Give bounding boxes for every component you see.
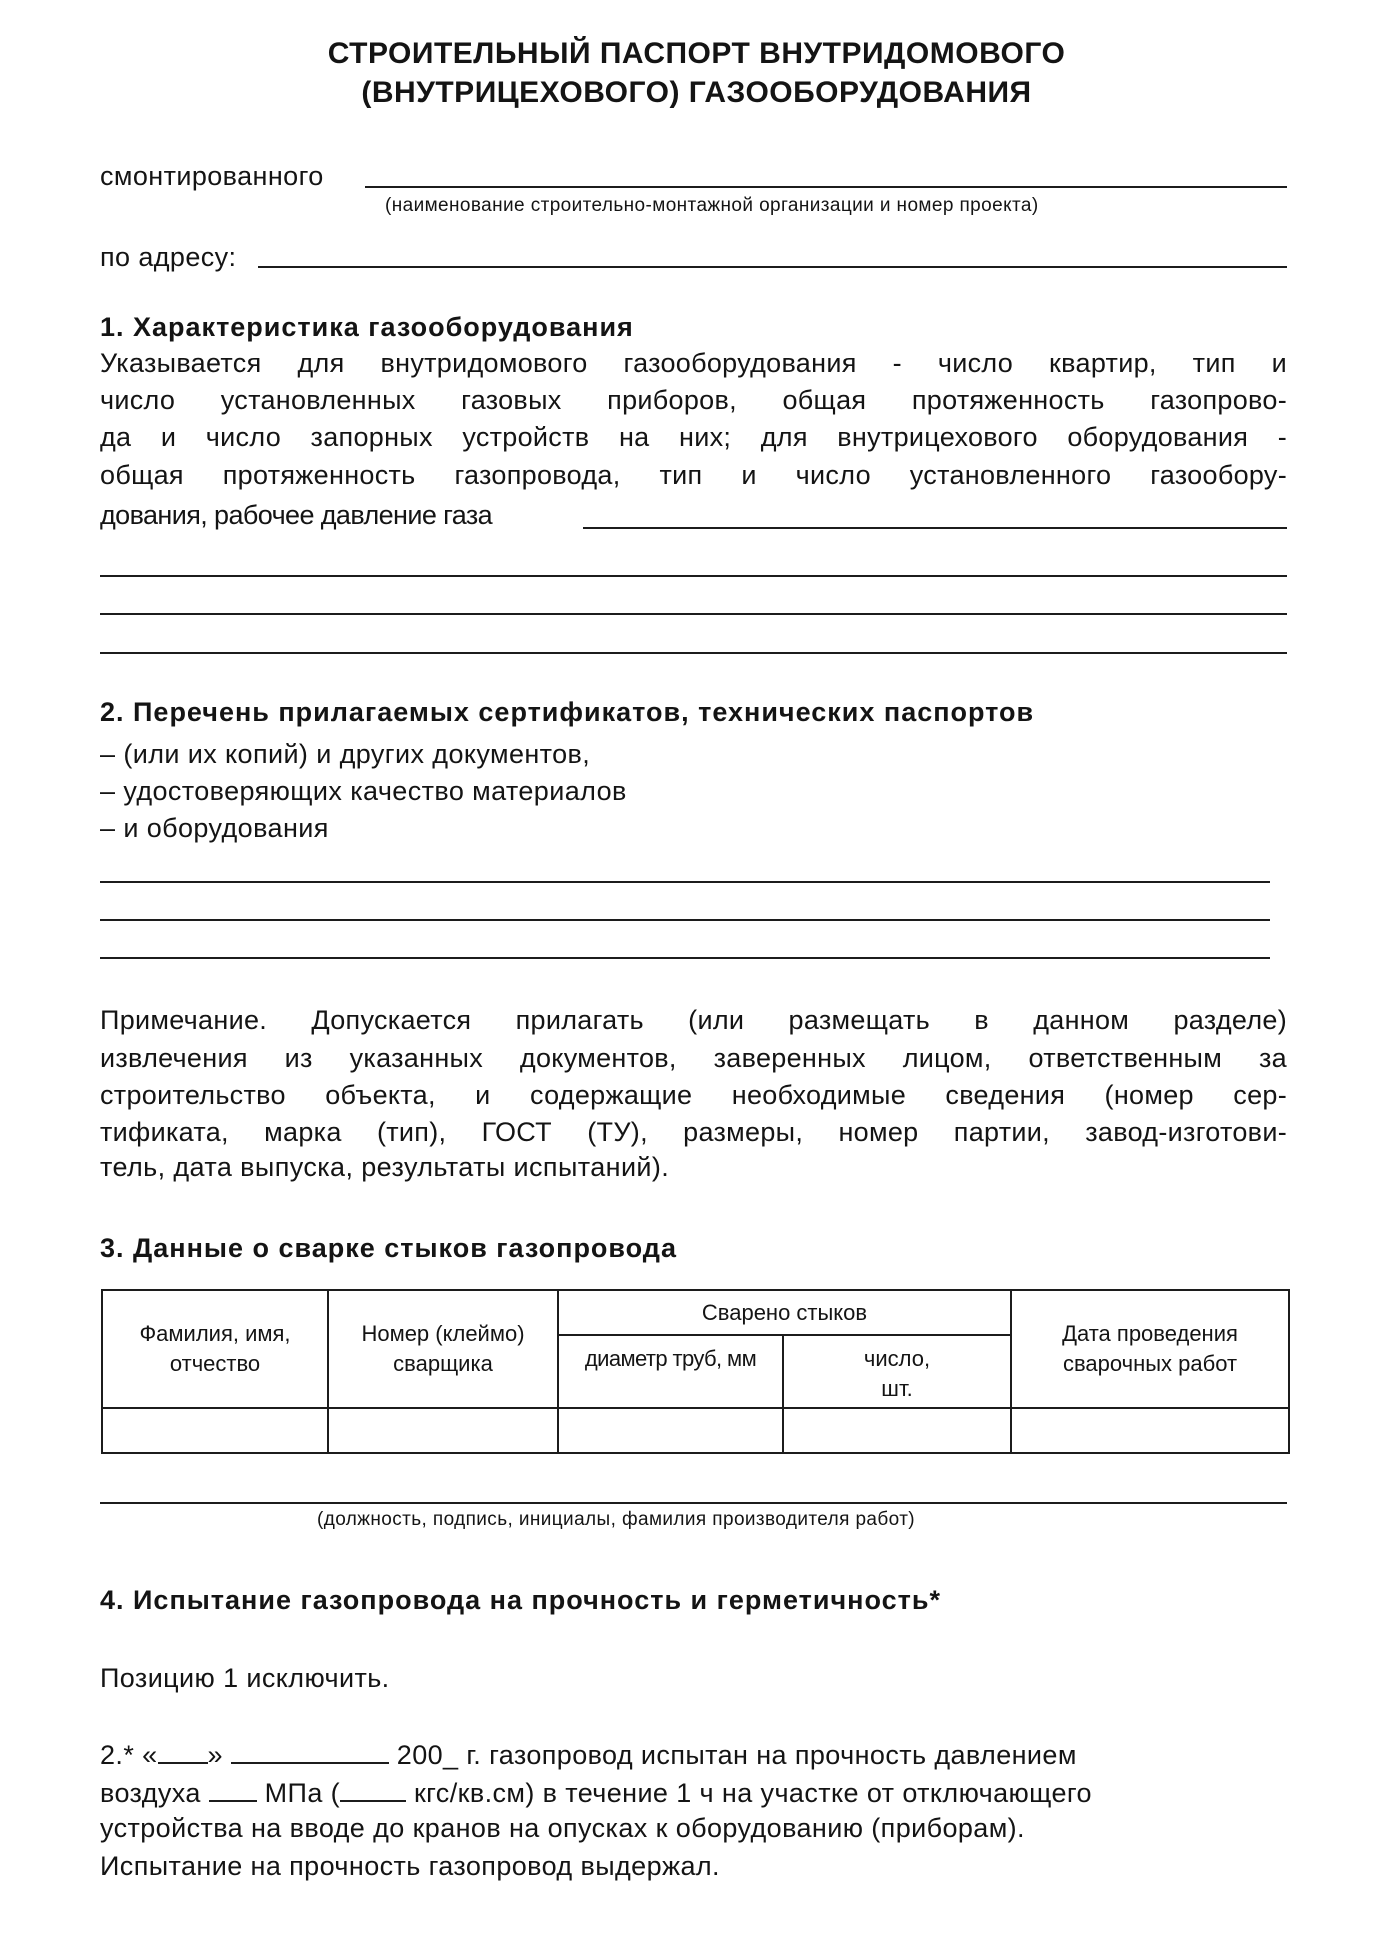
note-line: Примечание. Допускается прилагать (или размещать в данном разделе) bbox=[100, 1005, 1287, 1035]
section-1-heading: 1. Характеристика газооборудования bbox=[100, 312, 634, 342]
section-1-text-line: Указывается для внутридомового газооборудования - число квартир, тип и bbox=[100, 348, 1287, 378]
section-2-item: – (или их копий) и других документов, bbox=[100, 739, 591, 769]
welding-table bbox=[101, 1289, 1290, 1454]
section-2-blank-line[interactable] bbox=[100, 919, 1270, 921]
table-row bbox=[102, 1408, 1289, 1453]
cell-welding-date[interactable] bbox=[1011, 1408, 1289, 1453]
section-2-heading: 2. Перечень прилагаемых сертификатов, технических паспортов bbox=[100, 697, 1035, 727]
test-paragraph-line-4: Испытание на прочность газопровод выдержал. bbox=[100, 1851, 720, 1881]
header-pipe-diameter: диаметр труб, мм bbox=[558, 1335, 783, 1408]
section-1-blank-line[interactable] bbox=[100, 575, 1287, 577]
note-last-line: тель, дата выпуска, результаты испытаний). bbox=[100, 1152, 670, 1182]
test-paragraph-line-2: воздуха МПа ( кгс/кв.см) в течение 1 ч на участке от отключающего bbox=[100, 1774, 1092, 1809]
header-welded-joints: Сварено стыков bbox=[558, 1290, 1011, 1335]
header-welder-number: Номер (клеймо) сварщика bbox=[328, 1290, 558, 1408]
header-full-name: Фамилия, имя, отчество bbox=[102, 1290, 328, 1408]
section-2-item: – удостоверяющих качество материалов bbox=[100, 776, 627, 806]
section-2-blank-line[interactable] bbox=[100, 957, 1270, 959]
cell-joint-count[interactable] bbox=[783, 1408, 1011, 1453]
test-month-field[interactable] bbox=[231, 1736, 389, 1764]
section-2-blank-line[interactable] bbox=[100, 881, 1270, 883]
note-line: извлечения из указанных документов, заверенных лицом, ответственным за bbox=[100, 1043, 1287, 1073]
test-day-field[interactable] bbox=[158, 1736, 208, 1764]
section-4-heading: 4. Испытание газопровода на прочность и герметичность* bbox=[100, 1585, 941, 1615]
header-welding-date: Дата проведения сварочных работ bbox=[1011, 1290, 1289, 1408]
note-line: строительство объекта, и содержащие необходимые сведения (номер сер- bbox=[100, 1080, 1287, 1110]
note-line: тификата, марка (тип), ГОСТ (ТУ), размеры, номер партии, завод-изготови- bbox=[100, 1117, 1287, 1147]
document-title-line-2: (ВНУТРИЦЕХОВОГО) ГАЗООБОРУДОВАНИЯ bbox=[361, 76, 1032, 109]
mounted-by-label: смонтированного bbox=[100, 161, 324, 191]
pressure-mpa-field[interactable] bbox=[209, 1774, 257, 1802]
section-1-text-line: да и число запорных устройств на них; для внутрицехового оборудования - bbox=[100, 422, 1287, 452]
section-1-blank-line[interactable] bbox=[100, 613, 1287, 615]
test-paragraph-line-3: устройства на вводе до кранов на опусках к оборудованию (приборам). bbox=[100, 1813, 1025, 1843]
mounted-by-caption: (наименование строительно-монтажной организации и номер проекта) bbox=[385, 195, 1039, 216]
section-3-heading: 3. Данные о сварке стыков газопровода bbox=[100, 1233, 677, 1263]
cell-full-name[interactable] bbox=[102, 1408, 328, 1453]
mounted-by-field[interactable] bbox=[365, 186, 1287, 188]
signature-field[interactable] bbox=[100, 1502, 1287, 1504]
gas-pressure-field[interactable] bbox=[583, 527, 1287, 529]
pressure-kgf-field[interactable] bbox=[340, 1774, 406, 1802]
position-note: Позицию 1 исключить. bbox=[100, 1663, 390, 1693]
section-1-blank-line[interactable] bbox=[100, 652, 1287, 654]
cell-pipe-diameter[interactable] bbox=[558, 1408, 783, 1453]
section-2-item: – и оборудования bbox=[100, 813, 329, 843]
address-field[interactable] bbox=[258, 266, 1287, 268]
address-label: по адресу: bbox=[100, 242, 237, 272]
document-title-line-1: СТРОИТЕЛЬНЫЙ ПАСПОРТ ВНУТРИДОМОВОГО bbox=[327, 37, 1066, 70]
signature-caption: (должность, подпись, инициалы, фамилия производителя работ) bbox=[317, 1509, 916, 1530]
section-1-text-line: общая протяженность газопровода, тип и число установленного газообору- bbox=[100, 460, 1287, 490]
section-1-text-last-line: дования, рабочее давление газа bbox=[100, 500, 493, 530]
cell-welder-number[interactable] bbox=[328, 1408, 558, 1453]
test-paragraph-line-1: 2.* « » 200_ г. газопровод испытан на прочность давлением bbox=[100, 1736, 1287, 1771]
section-1-text-line: число установленных газовых приборов, общая протяженность газопрово- bbox=[100, 385, 1287, 415]
header-joint-count: число, шт. bbox=[783, 1335, 1011, 1408]
